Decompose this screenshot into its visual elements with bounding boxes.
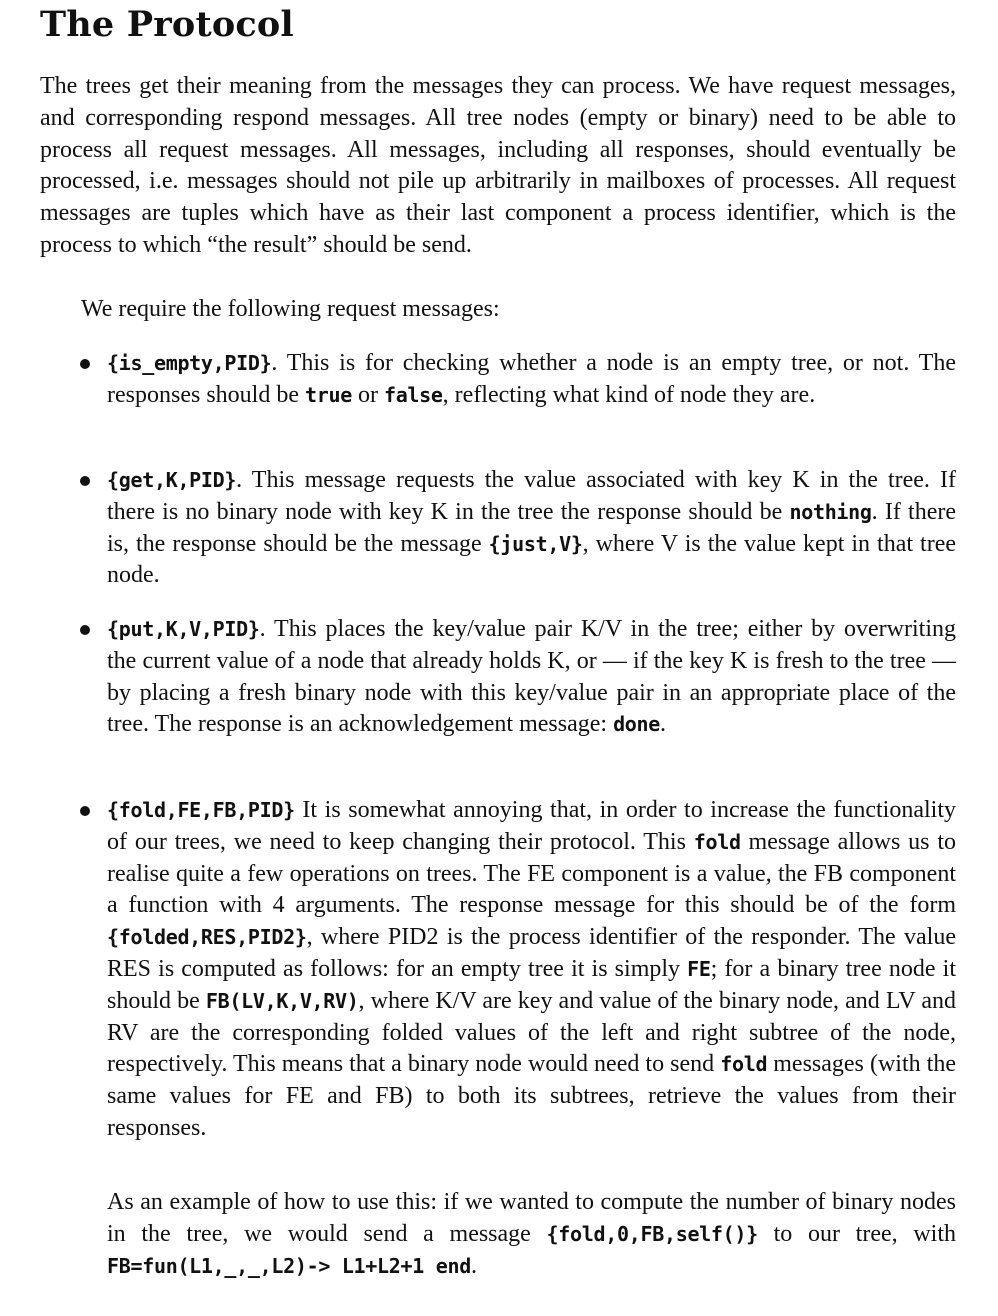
code-fold: fold (720, 1052, 768, 1077)
bullet-icon (80, 625, 90, 635)
text-span: . This is for checking whether a node is an empty tree, or not. The responses should be (107, 350, 956, 408)
list-item-text (107, 614, 956, 741)
text-span: . This places the key/value pair K/V in the tree; either by overwriting the current value of a node that already holds K, or — if the key K is fresh to the tree — by placing a fresh binary node with this key/value pair in an appropriate place of the tree. The response is an acknowledgement message: (107, 616, 956, 738)
bullet-icon (80, 476, 90, 486)
text-span: , where PID2 is the process identifier of the responder. The value RES is computed as follows: for an empty tree it is simply (107, 924, 956, 982)
text-span: message allows us to realise quite a few operations on trees. The FE component is a value, the FB component a function with 4 arguments. The response message for this should be of the form (107, 828, 956, 919)
intro-paragraph: The trees get their meaning from the messages they can process. We have request messages, and corresponding respond messages. All tree nodes (empty or binary) need to be able to process all request messages. All messages, including all responses, should eventually be processed, i.e. messages should not pile up arbitrarily in mailboxes of processes. All request messages are tuples which have as their last component a process identifier, which is the process to which “the result” should be send. (40, 73, 956, 258)
list-item-text (107, 465, 956, 592)
code-fe: FE (687, 956, 711, 981)
code-done: done (613, 712, 661, 737)
list-item-text (107, 795, 956, 1145)
text-span: . (660, 711, 667, 738)
code-is-empty-message: {is_empty,PID} (107, 351, 272, 375)
text-span: , where K/V are key and value of the binary node, and LV and RV are the corresponding folded values of the left and right subtree of the node, respectively. This means that a binary node would need to send (107, 987, 956, 1078)
list-item-text (107, 348, 956, 412)
bullet-icon (80, 806, 90, 816)
bullet-icon (80, 359, 90, 369)
fold-example-paragraph (107, 1187, 956, 1282)
text-span: As an example of how to use this: if we wanted to compute the number of binary nodes in the tree, we would send a message (107, 1189, 956, 1247)
code-nothing: nothing (789, 499, 872, 524)
request-intro: We require the following request messages: (81, 296, 500, 322)
text-span: . (470, 1252, 477, 1279)
text-span: to our tree, with (757, 1220, 957, 1247)
code-folded: {folded,RES,PID2} (107, 925, 307, 950)
code-fold-example: {fold,0,FB,self()} (546, 1221, 758, 1246)
code-false: false (383, 382, 443, 407)
text-span: messages (with the same values for FE and FB) to both its subtrees, retrieve the values from their responses. (107, 1051, 957, 1141)
text-span: . If there is, the response should be the message (107, 498, 957, 557)
text-span: ; for a binary tree node it should be (107, 955, 956, 1014)
code-put-message: {put,K,V,PID} (107, 617, 260, 641)
code-true: true (304, 382, 352, 407)
text-span: . This message requests the value associated with key K in the tree. If there is no binary node with key K in the tree the response should be (107, 467, 956, 525)
code-just: {just,V} (488, 531, 583, 556)
text-span: , reflecting what kind of node they are. (442, 381, 816, 408)
text-span: It is somewhat annoying that, in order to increase the functionality of our trees, we need to keep changing their protocol. This (107, 797, 956, 855)
code-fold: fold (693, 829, 741, 854)
code-fold-message: {fold,FE,FB,PID} (107, 798, 295, 822)
text-span: or (351, 381, 384, 408)
code-fb-definition: FB=fun(L1,_,_,L2)-> L1+L2+1 end (107, 1253, 471, 1278)
code-fb-call: FB(LV,K,V,RV) (205, 988, 359, 1013)
code-get-message: {get,K,PID} (107, 468, 237, 492)
section-title: The Protocol (40, 4, 294, 45)
text-span: , where V is the value kept in that tree node. (107, 530, 956, 589)
